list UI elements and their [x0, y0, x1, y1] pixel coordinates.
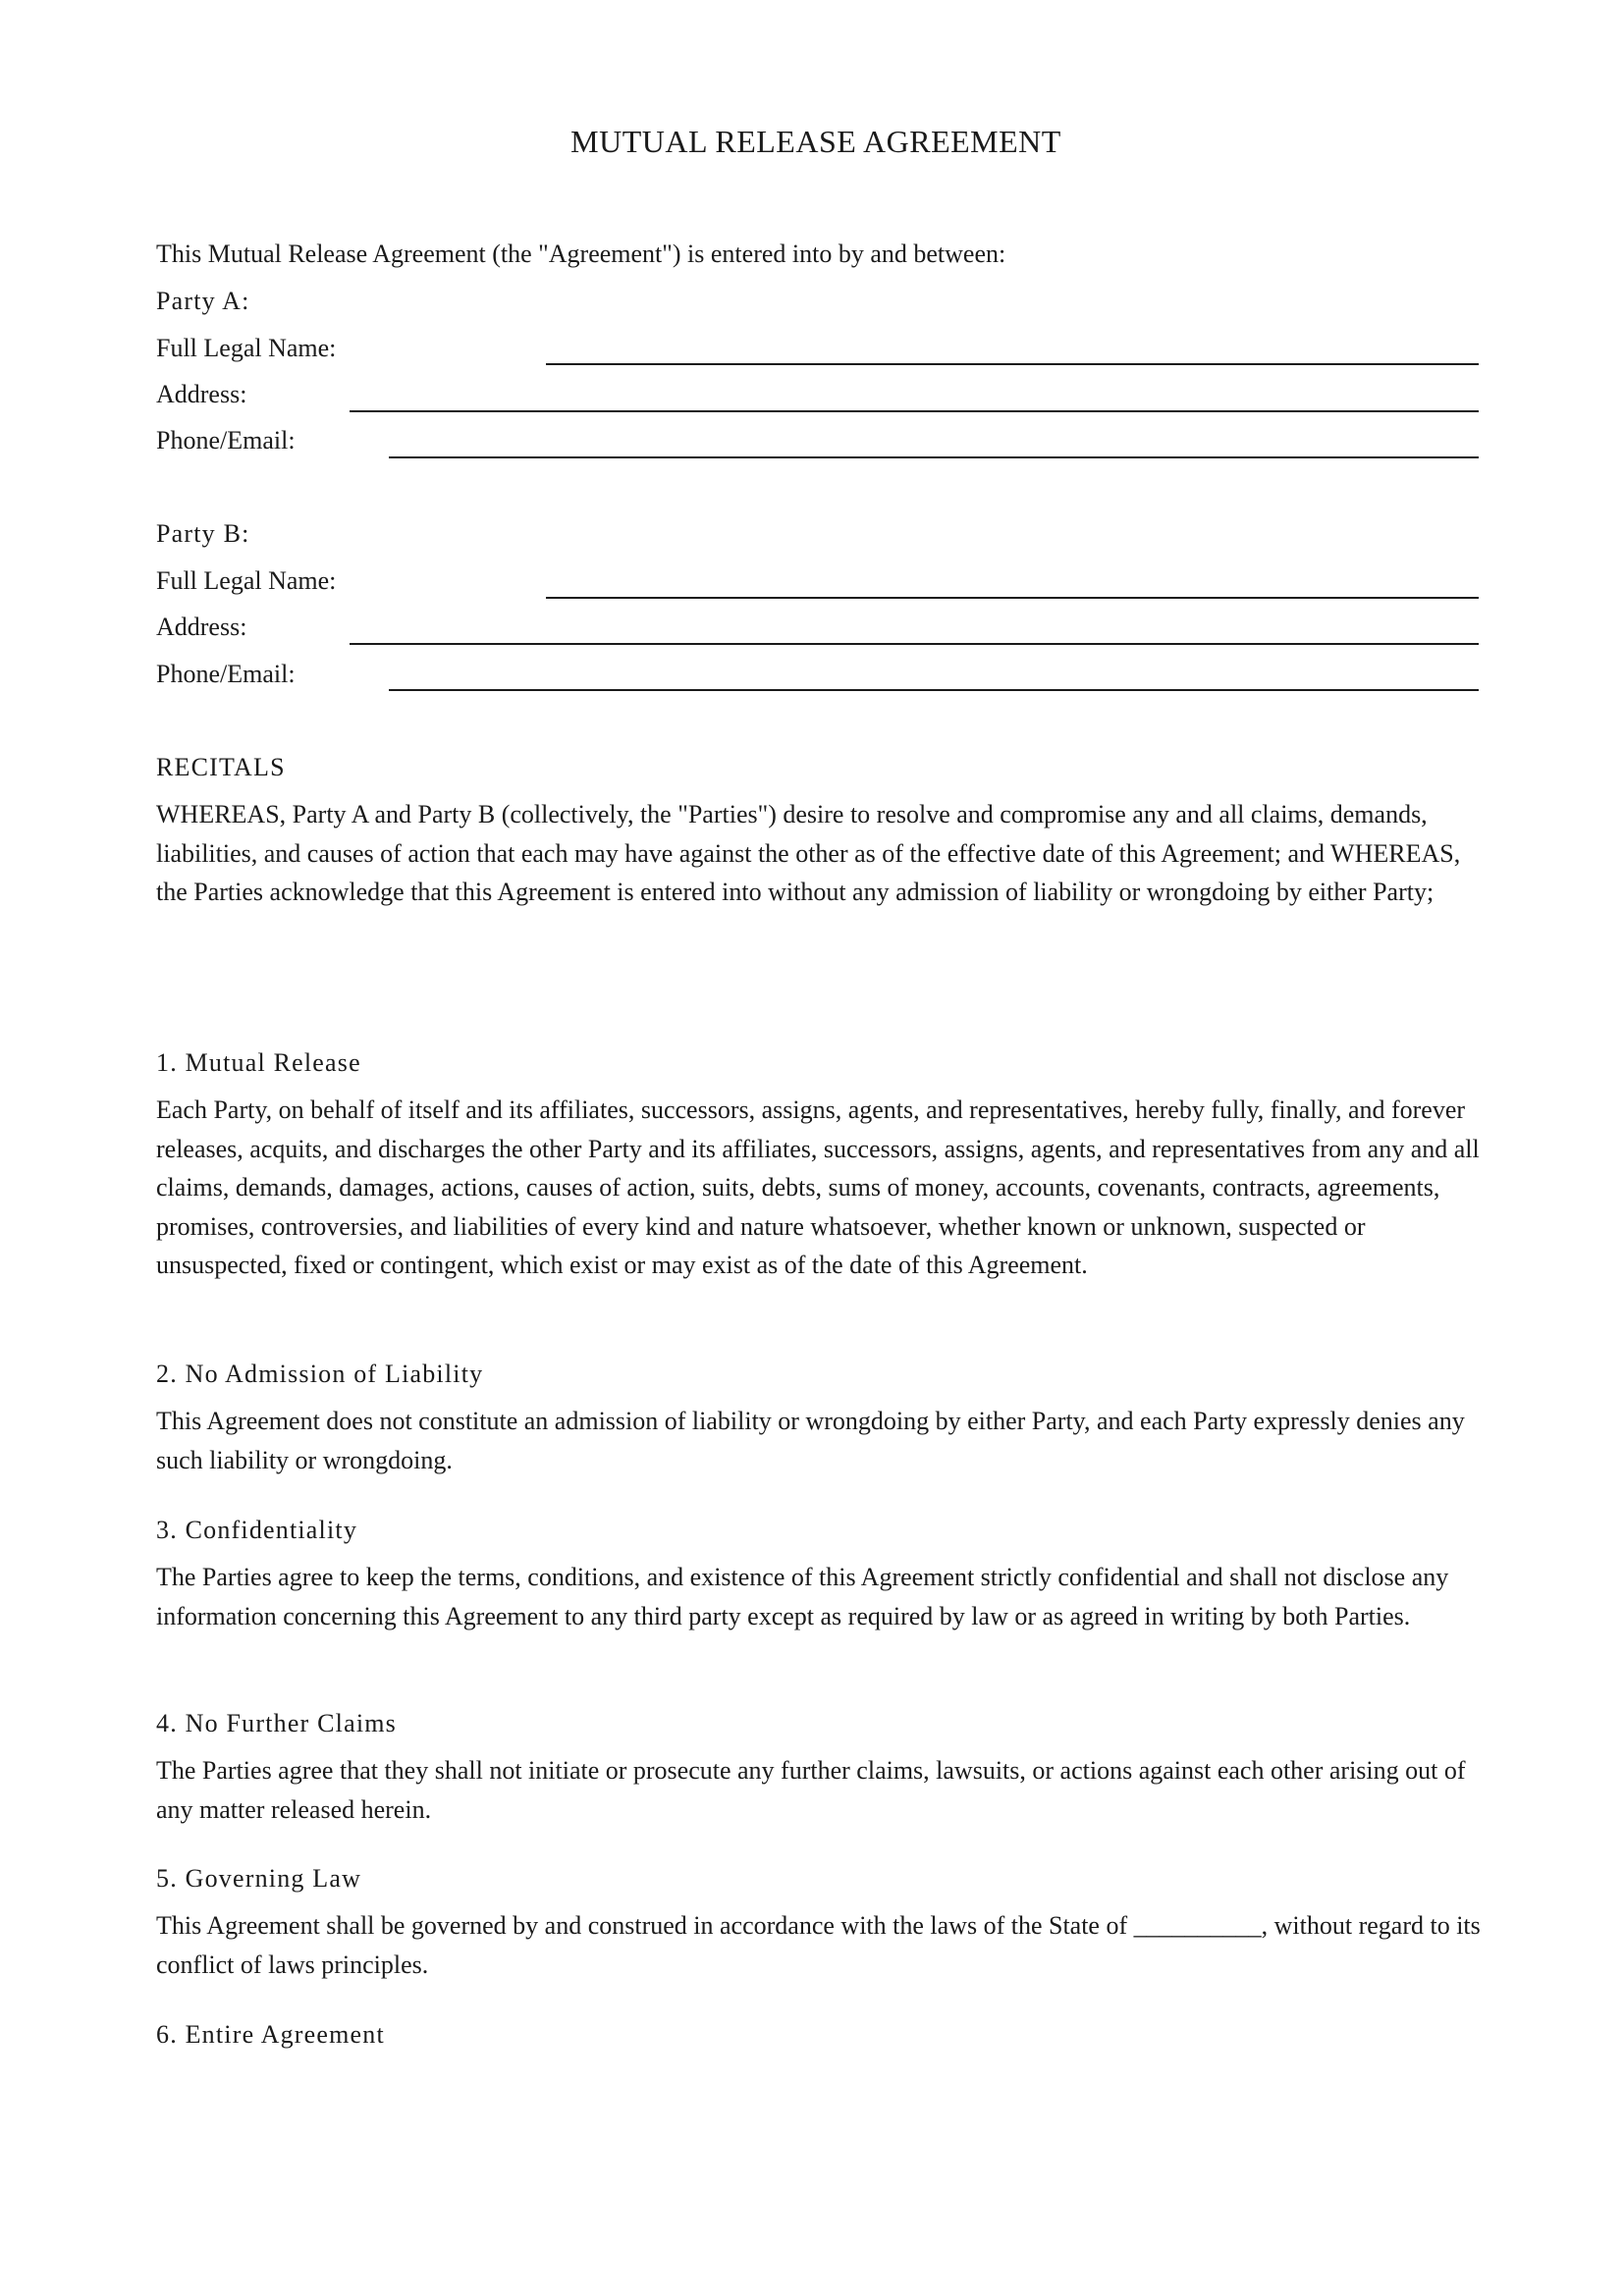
- section-5-text: This Agreement shall be governed by and construed in accordance with the laws of the State of __________, without regard to its conflict of laws principles.: [156, 1911, 1481, 1979]
- party-a-name-field[interactable]: [546, 363, 1479, 365]
- section-4-text: The Parties agree that they shall not initiate or prosecute any further claims, lawsuits, or actions against each other arising out of any matter released herein.: [156, 1756, 1466, 1824]
- party-a-name-label: Full Legal Name:: [156, 334, 337, 362]
- section-2-text: This Agreement does not constitute an admission of liability or wrongdoing by either Party, and each Party expressly denies any such liability or wrongdoing.: [156, 1407, 1465, 1474]
- section-6-heading: 6. Entire Agreement: [156, 2020, 385, 2049]
- section-4-heading: 4. No Further Claims: [156, 1709, 397, 1737]
- party-b-contact-label: Phone/Email:: [156, 660, 296, 688]
- section-1-heading: 1. Mutual Release: [156, 1048, 361, 1077]
- party-b-contact-field[interactable]: [389, 689, 1479, 691]
- section-2-heading: 2. No Admission of Liability: [156, 1360, 484, 1388]
- party-b-name-label: Full Legal Name:: [156, 566, 337, 595]
- party-a-address-label: Address:: [156, 380, 247, 408]
- party-a-heading: Party A:: [156, 287, 250, 315]
- section-3-text: The Parties agree to keep the terms, conditions, and existence of this Agreement strictly confidential and shall not disclose any information concerning this Agreement to any third party except as required by law or as agreed in writing by both Parties.: [156, 1563, 1449, 1630]
- recitals-text: WHEREAS, Party A and Party B (collectively, the "Parties") desire to resolve and compromise any and all claims, demands, liabilities, and causes of action that each may have against the other as of the effective date of this Agreement; and WHEREAS, the Parties acknowledge that this Agreement is entered into without any admission of liability or wrongdoing by either Party;: [156, 800, 1461, 906]
- section-1-text: Each Party, on behalf of itself and its affiliates, successors, assigns, agents, and representatives, hereby fully, finally, and forever releases, acquits, and discharges the other Party and its affiliates, successors, assigns, agents, and representatives from any and all claims, demands, damages, actions, causes of action, suits, debts, sums of money, accounts, covenants, contracts, agreements, promises, controversies, and liabilities of every kind and nature whatsoever, whether known or unknown, suspected or unsuspected, fixed or contingent, which exist or may exist as of the date of this Agreement.: [156, 1095, 1480, 1279]
- party-a-contact-field[interactable]: [389, 456, 1479, 458]
- party-b-heading: Party B:: [156, 519, 250, 548]
- party-b-name-field[interactable]: [546, 597, 1479, 599]
- party-b-address-field[interactable]: [350, 643, 1479, 645]
- section-5-heading: 5. Governing Law: [156, 1864, 362, 1893]
- section-3-heading: 3. Confidentiality: [156, 1516, 358, 1544]
- document-title: MUTUAL RELEASE AGREEMENT: [570, 124, 1061, 159]
- recitals-heading: RECITALS: [156, 753, 286, 781]
- party-a-address-field[interactable]: [350, 410, 1479, 412]
- party-b-address-label: Address:: [156, 613, 247, 641]
- intro-text: This Mutual Release Agreement (the "Agreement") is entered into by and between:: [156, 240, 1006, 268]
- party-a-contact-label: Phone/Email:: [156, 426, 296, 454]
